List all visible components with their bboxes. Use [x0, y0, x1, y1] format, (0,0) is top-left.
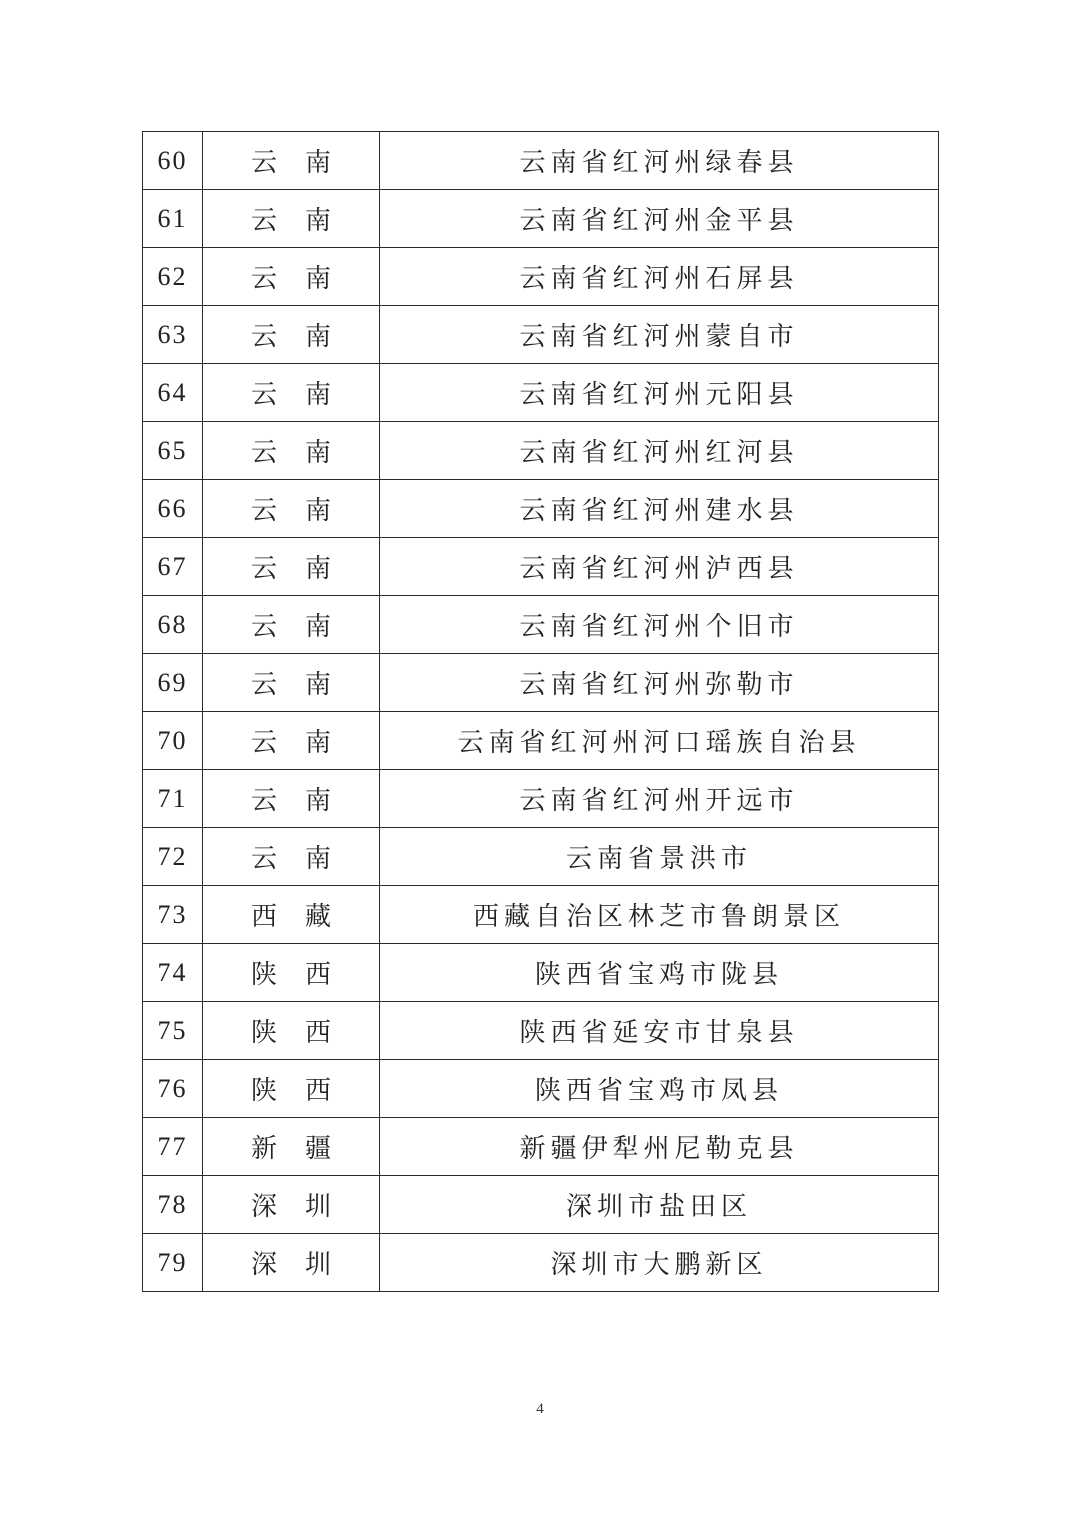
province-char-2: 西: [305, 1018, 332, 1048]
row-number: 73: [143, 886, 203, 944]
province-cell: [203, 190, 380, 248]
province-char-1: 云: [250, 206, 277, 236]
region-table: [142, 131, 939, 1292]
area-cell: 云南省红河州弥勒市: [380, 654, 939, 712]
area-cell: 陕西省延安市甘泉县: [380, 1002, 939, 1060]
table-row: [143, 480, 939, 538]
province-cell: [203, 538, 380, 596]
page-number: 4: [536, 1401, 544, 1417]
province-char-2: 南: [305, 438, 332, 468]
table-row: [143, 1118, 939, 1176]
row-number: 78: [143, 1176, 203, 1234]
province-char-2: 南: [305, 496, 332, 526]
province-char-2: 南: [305, 554, 332, 584]
row-number: 74: [143, 944, 203, 1002]
area-cell: 云南省红河州个旧市: [380, 596, 939, 654]
province-char-2: 南: [305, 380, 332, 410]
province-char-2: 南: [305, 786, 332, 816]
area-cell: 云南省红河州开远市: [380, 770, 939, 828]
row-number: 62: [143, 248, 203, 306]
table-row: [143, 248, 939, 306]
province-char-2: 西: [305, 960, 332, 990]
row-number: 65: [143, 422, 203, 480]
table-row: [143, 828, 939, 886]
province-char-1: 陕: [250, 960, 277, 990]
province-cell: [203, 1060, 380, 1118]
province-cell: [203, 886, 380, 944]
province-cell: [203, 1234, 380, 1292]
province-char-2: 南: [305, 728, 332, 758]
province-char-1: 云: [250, 322, 277, 352]
province-char-2: 疆: [305, 1134, 332, 1164]
province-char-1: 云: [250, 728, 277, 758]
province-char-1: 云: [250, 670, 277, 700]
province-char-2: 圳: [305, 1192, 332, 1222]
row-number: 71: [143, 770, 203, 828]
row-number: 76: [143, 1060, 203, 1118]
province-cell: [203, 248, 380, 306]
table-row: [143, 944, 939, 1002]
table-row: [143, 712, 939, 770]
province-char-1: 陕: [250, 1018, 277, 1048]
province-char-1: 云: [250, 148, 277, 178]
province-char-2: 南: [305, 264, 332, 294]
row-number: 67: [143, 538, 203, 596]
province-cell: [203, 364, 380, 422]
province-char-2: 圳: [305, 1250, 332, 1280]
province-cell: [203, 828, 380, 886]
area-cell: 云南省红河州建水县: [380, 480, 939, 538]
area-cell: 云南省红河州蒙自市: [380, 306, 939, 364]
area-cell: 陕西省宝鸡市陇县: [380, 944, 939, 1002]
area-cell: 云南省红河州绿春县: [380, 132, 939, 190]
table-row: [143, 422, 939, 480]
province-cell: [203, 712, 380, 770]
row-number: 64: [143, 364, 203, 422]
area-cell: 新疆伊犁州尼勒克县: [380, 1118, 939, 1176]
province-char-2: 南: [305, 322, 332, 352]
row-number: 75: [143, 1002, 203, 1060]
row-number: 68: [143, 596, 203, 654]
row-number: 60: [143, 132, 203, 190]
table-row: [143, 1060, 939, 1118]
province-cell: [203, 1002, 380, 1060]
province-char-1: 云: [250, 264, 277, 294]
province-char-1: 深: [250, 1192, 277, 1222]
table-row: [143, 190, 939, 248]
row-number: 72: [143, 828, 203, 886]
province-char-2: 南: [305, 670, 332, 700]
row-number: 69: [143, 654, 203, 712]
area-cell: 云南省景洪市: [380, 828, 939, 886]
table-body: [143, 132, 939, 1292]
province-char-1: 云: [250, 438, 277, 468]
province-char-1: 西: [250, 902, 277, 932]
table-row: [143, 1002, 939, 1060]
province-char-1: 新: [250, 1134, 277, 1164]
row-number: 77: [143, 1118, 203, 1176]
row-number: 66: [143, 480, 203, 538]
table-row: [143, 596, 939, 654]
province-cell: [203, 306, 380, 364]
area-cell: 深圳市大鹏新区: [380, 1234, 939, 1292]
table-row: [143, 654, 939, 712]
row-number: 79: [143, 1234, 203, 1292]
province-cell: [203, 770, 380, 828]
province-char-1: 云: [250, 554, 277, 584]
province-cell: [203, 1118, 380, 1176]
province-char-1: 云: [250, 844, 277, 874]
table-row: [143, 364, 939, 422]
province-cell: [203, 596, 380, 654]
row-number: 63: [143, 306, 203, 364]
province-char-1: 云: [250, 612, 277, 642]
area-cell: 西藏自治区林芝市鲁朗景区: [380, 886, 939, 944]
province-char-2: 西: [305, 1076, 332, 1106]
province-cell: [203, 944, 380, 1002]
province-char-2: 藏: [305, 902, 332, 932]
area-cell: 云南省红河州河口瑶族自治县: [380, 712, 939, 770]
row-number: 70: [143, 712, 203, 770]
province-cell: [203, 422, 380, 480]
table-row: [143, 1176, 939, 1234]
area-cell: 云南省红河州元阳县: [380, 364, 939, 422]
province-char-2: 南: [305, 148, 332, 178]
table-row: [143, 770, 939, 828]
province-char-1: 深: [250, 1250, 277, 1280]
province-char-1: 云: [250, 496, 277, 526]
area-cell: 云南省红河州红河县: [380, 422, 939, 480]
row-number: 61: [143, 190, 203, 248]
table-row: [143, 132, 939, 190]
province-char-2: 南: [305, 206, 332, 236]
area-cell: 深圳市盐田区: [380, 1176, 939, 1234]
area-cell: 云南省红河州泸西县: [380, 538, 939, 596]
province-char-1: 陕: [250, 1076, 277, 1106]
province-char-1: 云: [250, 380, 277, 410]
table-row: [143, 306, 939, 364]
province-char-2: 南: [305, 612, 332, 642]
province-cell: [203, 654, 380, 712]
area-cell: 陕西省宝鸡市凤县: [380, 1060, 939, 1118]
province-cell: [203, 480, 380, 538]
table-row: [143, 886, 939, 944]
province-char-2: 南: [305, 844, 332, 874]
province-cell: [203, 1176, 380, 1234]
province-cell: [203, 132, 380, 190]
table-row: [143, 538, 939, 596]
province-char-1: 云: [250, 786, 277, 816]
area-cell: 云南省红河州石屏县: [380, 248, 939, 306]
table-row: [143, 1234, 939, 1292]
area-cell: 云南省红河州金平县: [380, 190, 939, 248]
